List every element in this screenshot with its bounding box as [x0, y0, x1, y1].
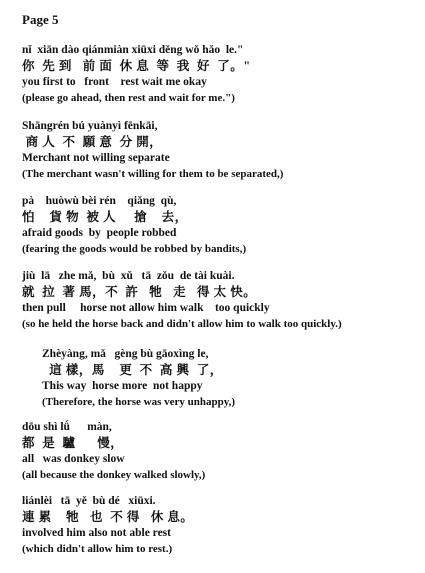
- hanzi-line: 就 拉 著 馬，不 許 牠 走 得 太 快。: [22, 285, 257, 299]
- gloss-line: involved him also not able rest: [22, 527, 171, 539]
- stanza-7: [22, 493, 193, 557]
- gloss-line: you first to front rest wait me okay: [22, 76, 207, 88]
- translation-line: (please go ahead, then rest and wait for me."): [22, 92, 235, 104]
- translation-line: (Therefore, the horse was very unhappy,): [42, 396, 236, 408]
- stanza-4: [22, 268, 342, 332]
- stanza-6: [22, 419, 205, 483]
- stanza-5: [42, 346, 235, 410]
- translation-line: (all because the donkey walked slowly,): [22, 469, 206, 481]
- hanzi-line: 你 先 到 前 面 休 息 等 我 好 了。": [22, 59, 251, 73]
- hanzi-line: 這 樣，馬 更 不 高 興 了，: [42, 363, 223, 377]
- gloss-line: Merchant not willing separate: [22, 152, 170, 164]
- pinyin-line: Shāngrén bú yuànyì fēnkāi,: [22, 120, 158, 132]
- pinyin-line: jiù lā zhe mǎ, bù xǔ tā zǒu de tài kuài.: [22, 270, 235, 282]
- pinyin-line: pà huòwù bèi rén qiǎng qù,: [22, 195, 177, 207]
- hanzi-line: 連 累 牠 也 不 得 休 息。: [22, 510, 194, 524]
- stanza-3: [22, 193, 246, 257]
- gloss-line: all was donkey slow: [22, 453, 125, 465]
- translation-line: (The merchant wasn't willing for them to be separated,): [22, 168, 284, 180]
- stanza-1: [22, 42, 251, 106]
- pinyin-line: nǐ xiān dào qiánmiàn xiūxi děng wǒ hǎo le.": [22, 44, 244, 56]
- hanzi-line: 怕 貨 物 被 人 搶 去，: [22, 210, 188, 224]
- pinyin-line: dōu shì lǘ màn,: [22, 421, 112, 433]
- pinyin-line: Zhèyàng, mǎ gèng bù gāoxìng le,: [42, 348, 209, 360]
- gloss-line: This way horse more not happy: [42, 380, 203, 392]
- translation-line: (fearing the goods would be robbed by bandits,): [22, 243, 247, 255]
- page-number: Page 5: [22, 12, 59, 27]
- hanzi-line: 都 是 驢 慢，: [22, 436, 124, 450]
- stanza-2: [22, 118, 283, 182]
- gloss-line: afraid goods by people robbed: [22, 227, 177, 239]
- pinyin-line: liánlèi tā yě bù dé xiūxi.: [22, 495, 156, 507]
- translation-line: (which didn't allow him to rest.): [22, 543, 173, 555]
- translation-line: (so he held the horse back and didn't allow him to walk too quickly.): [22, 318, 342, 330]
- gloss-line: then pull horse not allow him walk too quickly: [22, 302, 270, 314]
- hanzi-line: 商 人 不 願 意 分 開，: [22, 135, 163, 149]
